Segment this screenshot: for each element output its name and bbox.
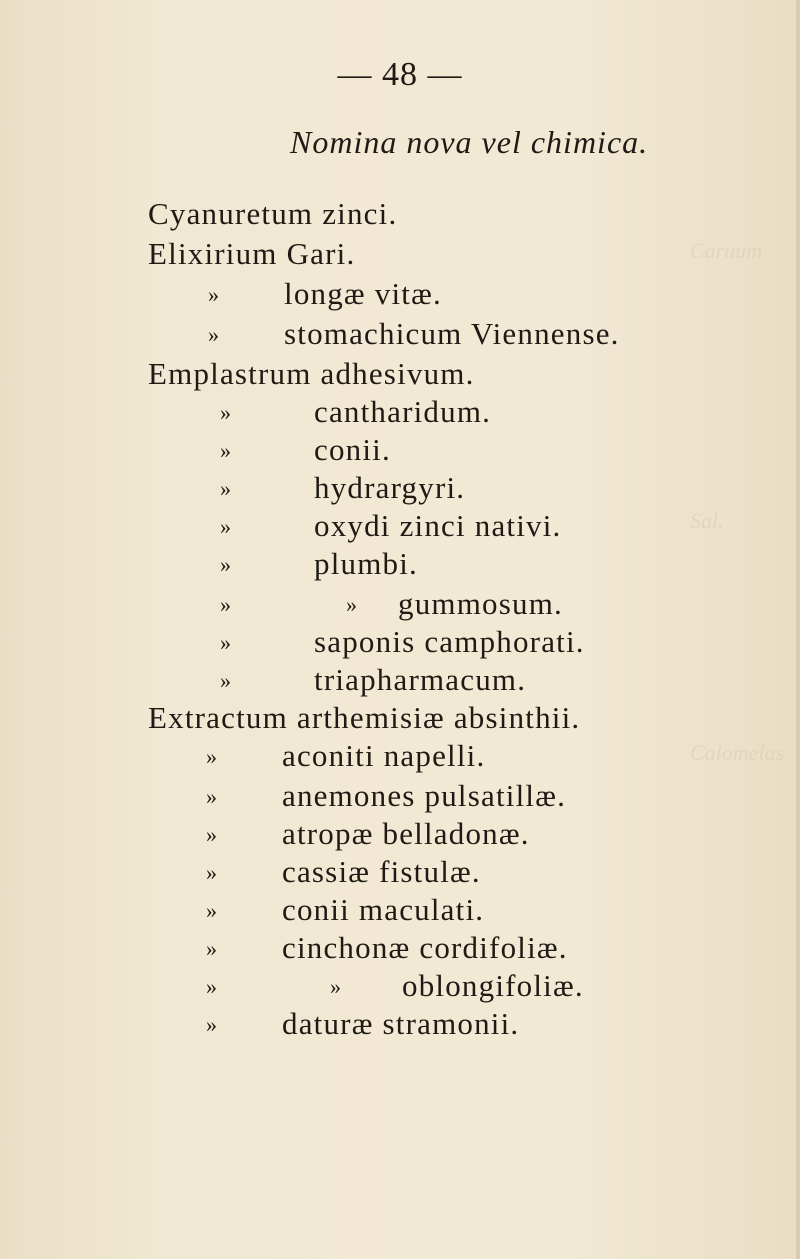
ditto-mark: » <box>206 822 219 847</box>
entry-text: hydrargyri. <box>314 470 466 505</box>
ditto-mark: » <box>208 282 221 307</box>
entry-text: conii maculati. <box>282 892 485 927</box>
entry-text: gummosum. <box>398 586 563 621</box>
entry-text: Emplastrum adhesivum. <box>148 356 475 391</box>
entry-text: aconiti napelli. <box>282 738 486 773</box>
entry-text: plumbi. <box>314 546 418 581</box>
list-item <box>0 316 800 356</box>
ditto-mark: » <box>220 668 233 693</box>
list-item <box>0 778 800 818</box>
ditto-mark: » <box>220 592 233 617</box>
ditto-mark: » <box>206 898 219 923</box>
list-item <box>0 662 800 702</box>
entry-text: conii. <box>314 432 391 467</box>
list-item <box>0 816 800 856</box>
ditto-mark: » <box>206 860 219 885</box>
ditto-mark: » <box>220 552 233 577</box>
ditto-mark: » <box>220 514 233 539</box>
ditto-mark: » <box>220 400 233 425</box>
ditto-mark: » <box>206 744 219 769</box>
list-item <box>0 968 800 1008</box>
section-heading: Nomina nova vel chimica. <box>290 124 649 160</box>
entry-text: triapharmacum. <box>314 662 527 697</box>
list-item <box>0 700 800 740</box>
list-item <box>0 586 800 626</box>
list-item <box>0 276 800 316</box>
list-item <box>0 738 800 778</box>
entry-text: anemones pulsatillæ. <box>282 778 567 813</box>
ditto-mark: » <box>206 1012 219 1037</box>
entry-text: oxydi zinci nativi. <box>314 508 562 543</box>
ditto-mark: » <box>208 322 221 347</box>
bleed-through-mark: Sal. <box>690 508 724 533</box>
entry-text: daturæ stramonii. <box>282 1006 520 1041</box>
list-item <box>0 432 800 472</box>
list-item <box>0 930 800 970</box>
ditto-mark: » <box>206 936 219 961</box>
page-number: — 48 — <box>337 56 463 93</box>
ditto-mark: » <box>346 592 359 617</box>
list-item <box>0 1006 800 1046</box>
entry-text: cassiæ fistulæ. <box>282 854 481 889</box>
entry-text: atropæ belladonæ. <box>282 816 530 851</box>
entry-text: cinchonæ cordifoliæ. <box>282 930 568 965</box>
ditto-mark: » <box>206 784 219 809</box>
entry-text: Elixirium Gari. <box>148 236 356 271</box>
list-item <box>0 854 800 894</box>
entry-text: Cyanuretum zinci. <box>148 196 398 231</box>
entry-text: longæ vitæ. <box>284 276 442 311</box>
ditto-mark: » <box>220 630 233 655</box>
bleed-through-mark: Caruum <box>690 238 763 263</box>
bleed-through-mark: Calomelas <box>690 740 785 765</box>
entry-text: oblongifoliæ. <box>402 968 584 1003</box>
list-item <box>0 546 800 586</box>
ditto-mark: » <box>220 438 233 463</box>
entry-text: Extractum arthemisiæ absinthii. <box>148 700 581 735</box>
entry-text: stomachicum Viennense. <box>284 316 620 351</box>
entry-text: saponis camphorati. <box>314 624 585 659</box>
list-item <box>0 356 800 396</box>
entry-text: cantharidum. <box>314 394 492 429</box>
list-item <box>0 236 800 276</box>
ditto-mark: » <box>330 974 343 999</box>
list-item <box>0 624 800 664</box>
list-item <box>0 508 800 548</box>
ditto-mark: » <box>206 974 219 999</box>
ditto-mark: » <box>220 476 233 501</box>
list-item <box>0 196 800 236</box>
list-item <box>0 892 800 932</box>
list-item <box>0 470 800 510</box>
list-item <box>0 394 800 434</box>
